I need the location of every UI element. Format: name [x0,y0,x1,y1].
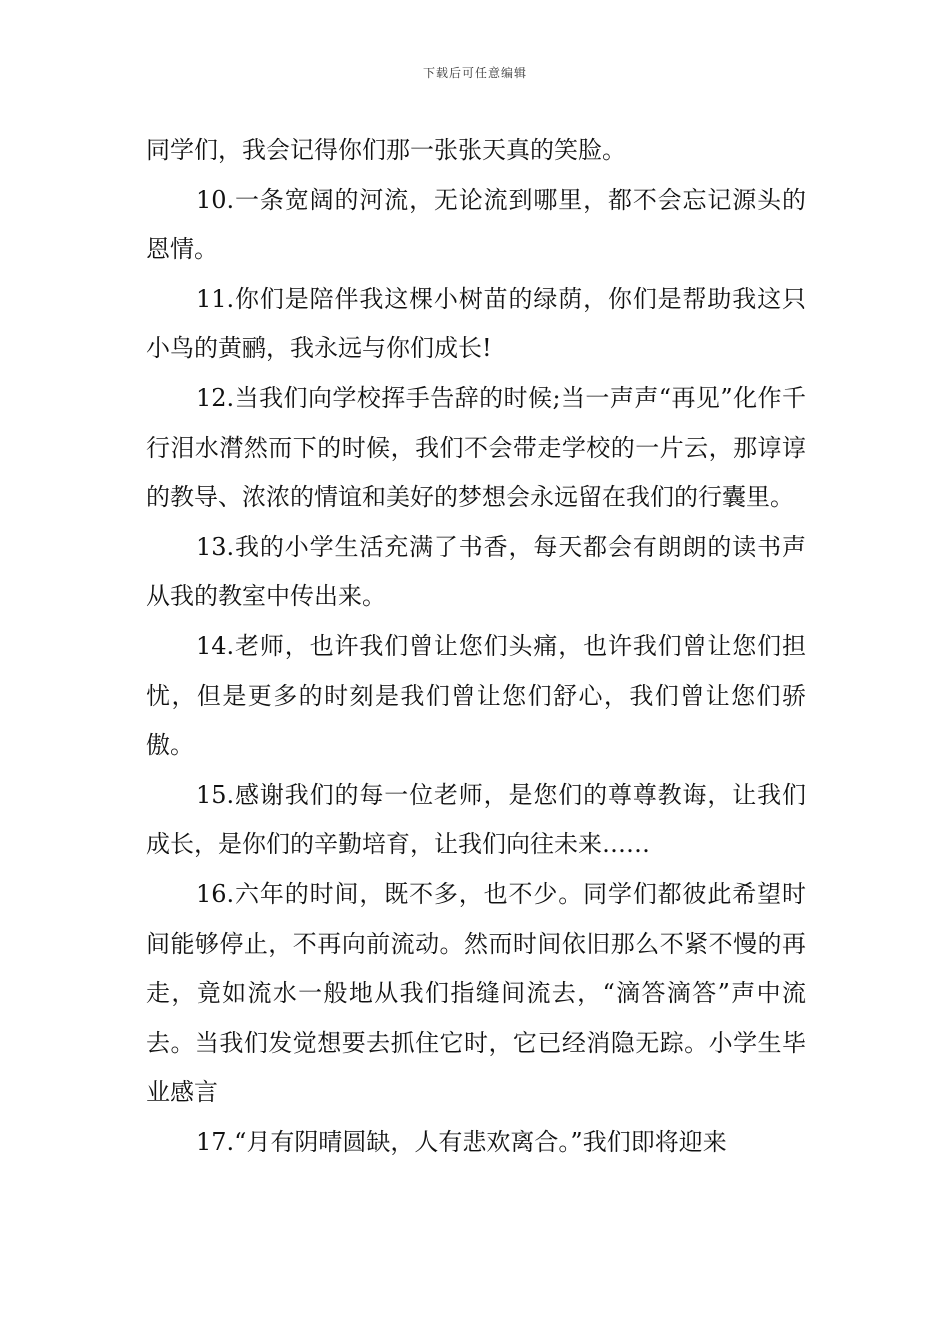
paragraph-15: 15.感谢我们的每一位老师，是您们的尊尊教诲，让我们成长，是你们的辛勤培育，让我们向往未来…… [146,780,806,859]
paragraph-12: 12.当我们向学校挥手告辞的时候;当一声声“再见”化作千行泪水潸然而下的时候，我们不会带走学校的一片云，那谆谆的教导、浓浓的情谊和美好的梦想会永远留在我们的行囊里。 [146,383,806,512]
paragraph-17: 17.“月有阴晴圆缺，人有悲欢离合。”我们即将迎来 [196,1127,727,1156]
paragraph-10: 10.一条宽阔的河流，无论流到哪里，都不会忘记源头的恩情。 [146,185,806,264]
paragraph-14: 14.老师，也许我们曾让您们头痛，也许我们曾让您们担忧，但是更多的时刻是我们曾让您们舒心，我们曾让您们骄傲。 [146,631,806,760]
paragraph-13: 13.我的小学生活充满了书香，每天都会有朗朗的读书声从我的教室中传出来。 [146,532,806,611]
paragraph-11: 11.你们是陪伴我这棵小树苗的绿荫，你们是帮助我这只小鸟的黄鹂，我永远与你们成长! [146,284,806,363]
paragraph-16: 16.六年的时间，既不多，也不少。同学们都彼此希望时间能够停止，不再向前流动。然而时间依旧那么不紧不慢的再走，竟如流水一般地从我们指缝间流去，“滴答滴答”声中流去。当我们发觉想要去抓住它时，它已经消隐无踪。小学生毕业感言 [146,879,806,1107]
page-header: 下载后可任意编辑 [422,66,527,80]
document-body [146,126,806,1167]
paragraph-intro: 同学们，我会记得你们那一张张天真的笑脸。 [146,136,626,164]
